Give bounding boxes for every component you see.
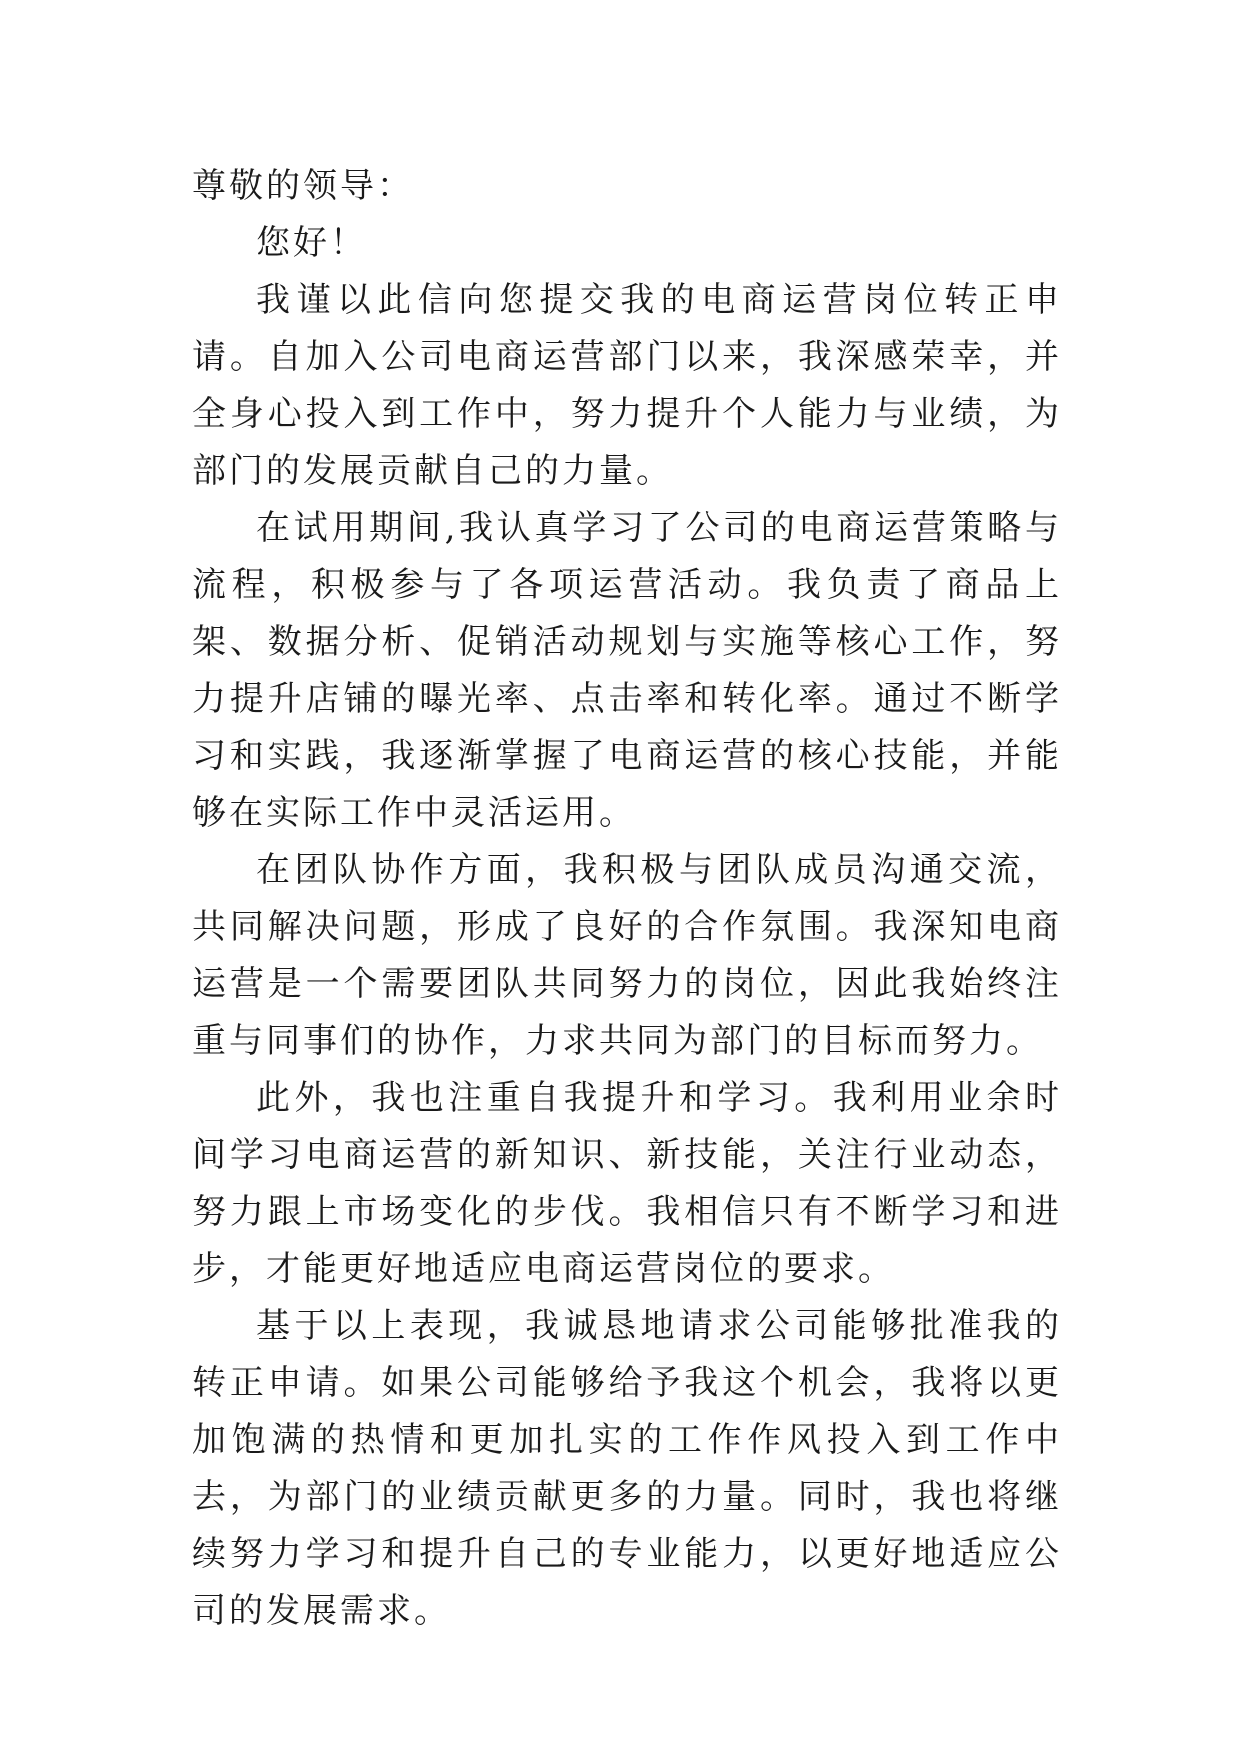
body-paragraph: 在团队协作方面，我积极与团队成员沟通交流，共同解决问题，形成了良好的合作氛围。我深知电商运营是一个需要团队共同努力的岗位，因此我始终注重与同事们的协作，力求共同为部门的目标而努力。 (192, 850, 1062, 1061)
body-paragraph: 此外，我也注重自我提升和学习。我利用业余时间学习电商运营的新知识、新技能，关注行业动态，努力跟上市场变化的步伐。我相信只有不断学习和进步，才能更好地适应电商运营岗位的要求。 (192, 1078, 1062, 1289)
salutation: 尊敬的领导： (192, 166, 414, 206)
body-paragraph: 在试用期间,我认真学习了公司的电商运营策略与流程，积极参与了各项运营活动。我负责了商品上架、数据分析、促销活动规划与实施等核心工作，努力提升店铺的曝光率、点击率和转化率。通过不断学习和实践，我逐渐掌握了电商运营的核心技能，并能够在实际工作中灵活运用。 (192, 508, 1062, 833)
body-paragraph: 基于以上表现，我诚恳地请求公司能够批准我的转正申请。如果公司能够给予我这个机会，我将以更加饱满的热情和更加扎实的工作作风投入到工作中去，为部门的业绩贡献更多的力量。同时，我也将继续努力学习和提升自己的专业能力，以更好地适应公司的发展需求。 (192, 1306, 1062, 1631)
greeting-paragraph: 您好！ (256, 223, 367, 263)
letter-body (192, 158, 1062, 1640)
body-paragraph: 我谨以此信向您提交我的电商运营岗位转正申请。自加入公司电商运营部门以来，我深感荣幸，并全身心投入到工作中，努力提升个人能力与业绩，为部门的发展贡献自己的力量。 (192, 280, 1062, 491)
